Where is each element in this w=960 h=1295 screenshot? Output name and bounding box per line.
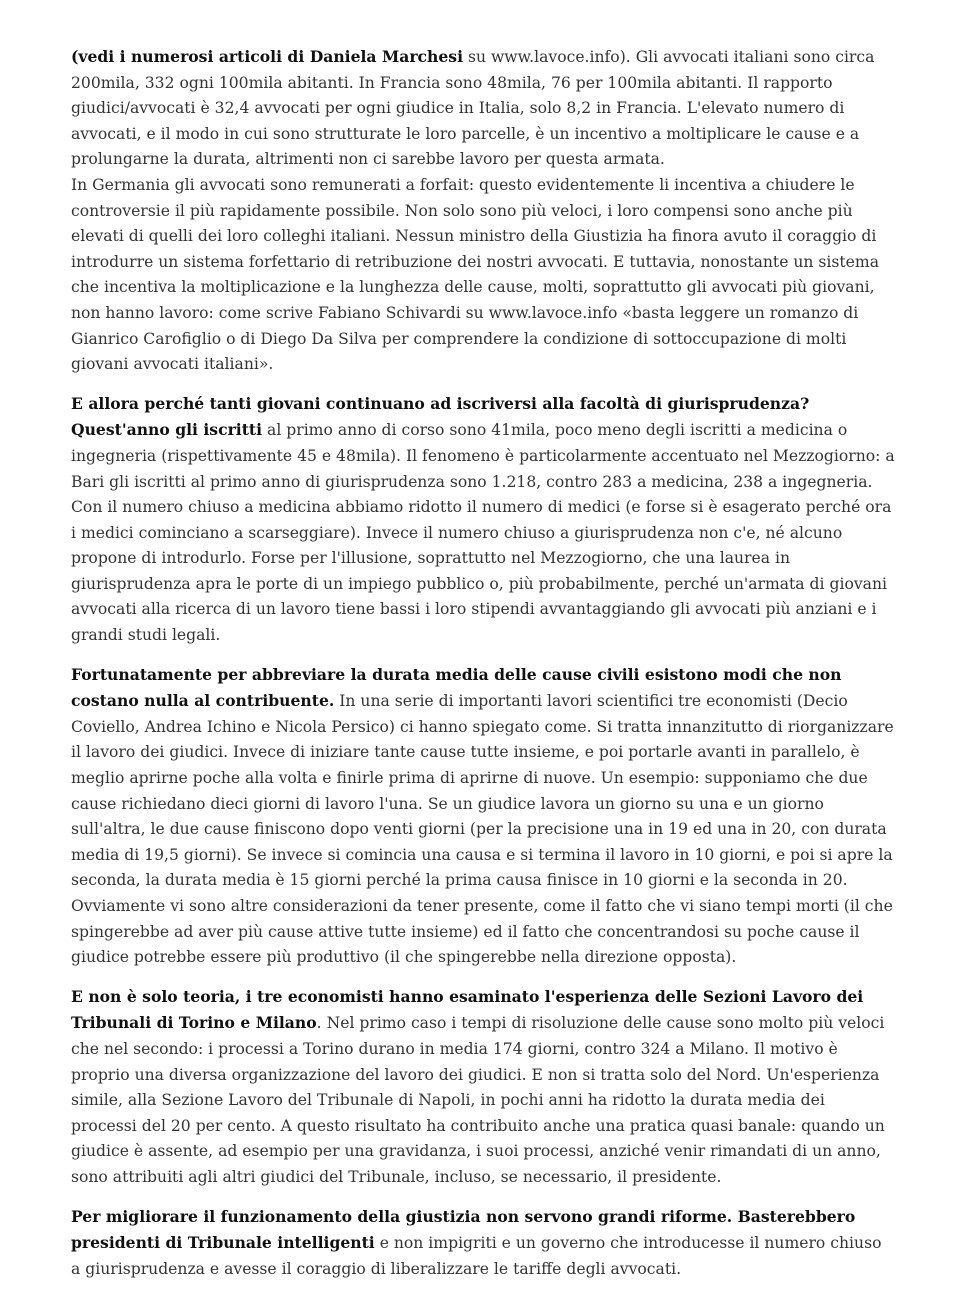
paragraph-conclusion: [71, 1204, 895, 1283]
paragraph-text-germany: In Germania gli avvocati sono remunerati a forfait: questo evidentemente li incentiva a chiudere le controversie il più rapidamente possibile. Non solo sono più veloci, i loro compensi sono anche più elevati di quelli dei loro colleghi italiani. Nessun ministro della Giustizia ha finora avuto il coraggio di introdurre un sistema forfettario di retribuzione dei nostri avvocati. E tuttavia, nonostante un sistema che incentiva la moltiplicazione e la lunghezza delle cause, molti, soprattutto gli avvocati più giovani, non hanno lavoro: come scrive Fabiano Schivardi su www.lavoce.info «basta leggere un romanzo di Gianrico Carofiglio o di Diego Da Silva per comprendere la condizione di sottoccupazione di molti giovani avvocati italiani».: [71, 175, 879, 374]
bold-lead-enrollment: E allora perché tanti giovani continuano ad iscriversi alla facoltà di giurisprudenza? Quest'anno gli iscritti: [71, 393, 810, 440]
paragraph-case-duration: [71, 662, 895, 971]
paragraph-text: In una serie di importanti lavori scientifici tre economisti (Decio Coviello, Andrea Ichino e Nicola Persico) ci hanno spiegato come. Si tratta innanzitutto di riorganizzare il lavoro dei giudici. Invece di iniziare tante cause tutte insieme, e poi portarle avanti in parallelo, è meglio aprirne poche alla volta e finirle prima di aprirne di nuove. Un esempio: supponiamo che due cause richiedano dieci giorni di lavoro l'una. Se un giudice lavora un giorno su una e un giorno sull'altra, le due cause finiscono dopo venti giorni (per la precisione una in 19 ed una in 20, con durata media di 19,5 giorni). Se invece si comincia una causa e si termina il lavoro in 10 giorni, e poi si apre la seconda, la durata media è 15 giorni perché la prima causa finisce in 10 giorni e la seconda in 20. Ovviamente vi sono altre considerazioni da tener presente, come il fatto che vi siano tempi morti (il che spingerebbe ad aver più cause attive tutte insieme) ed il fatto che concentrandosi su poche cause il giudice potrebbe essere più produttivo (il che spingerebbe nella direzione opposta).: [71, 692, 894, 967]
paragraph-text: . Nel primo caso i tempi di risoluzione delle cause sono molto più veloci che nel secondo: i processi a Torino durano in media 174 giorni, contro 324 a Milano. Il motivo è proprio una diversa organizzazione del lavoro dei giudici. E non si tratta solo del Nord. Un'esperienza simile, alla Sezione Lavoro del Tribunale di Napoli, in pochi anni ha ridotto la durata media dei processi del 20 per cento. A questo risultato ha contribuito anche una pratica quasi banale: quando un giudice è assente, ad esempio per una gravidanza, i suoi processi, anziché venir rimandati di un anno, sono attribuiti agli altri giudici del Tribunale, incluso, se necessario, il presidente.: [71, 1014, 885, 1186]
paragraph-torino-milano: [71, 984, 895, 1191]
bold-lead-torino-milano: E non è solo teoria, i tre economisti hanno esaminato l'esperienza delle Sezioni Lavoro dei Tribunali di Torino e Milano: [71, 986, 864, 1033]
paragraph-text: e non impigriti e un governo che introducesse il numero chiuso a giurisprudenza e avesse il coraggio di liberalizzare le tariffe degli avvocati.: [71, 1234, 882, 1278]
bold-lead-case-duration: Fortunatamente per abbreviare la durata media delle cause civili esistono modi che non costano nulla al contribuente.: [71, 664, 842, 711]
bold-lead-marchesi: (vedi i numerosi articoli di Daniela Marchesi: [71, 47, 463, 66]
bold-lead-conclusion: Per migliorare il funzionamento della giustizia non servono grandi riforme. Basterebbero presidenti di Tribunale intelligenti: [71, 1206, 856, 1253]
article-body: [71, 44, 895, 1295]
paragraph-text: su www.lavoce.info). Gli avvocati italiani sono circa 200mila, 332 ogni 100mila abitanti. In Francia sono 48mila, 76 per 100mila abitanti. Il rapporto giudici/avvocati è 32,4 avvocati per ogni giudice in Italia, solo 8,2 in Francia. L'elevato numero di avvocati, e il modo in cui sono strutturate le loro parcelle, è un incentivo a moltiplicare le cause e a prolungarne la durata, altrimenti non ci sarebbe lavoro per questa armata.: [71, 48, 875, 169]
paragraph-lawyers-numbers: [71, 44, 895, 378]
paragraph-text: al primo anno di corso sono 41mila, poco meno degli iscritti a medicina o ingegneria (rispettivamente 45 e 48mila). Il fenomeno è particolarmente accentuato nel Mezzogiorno: a Bari gli iscritti al primo anno di giurisprudenza sono 1.218, contro 283 a medicina, 238 a ingegneria. Con il numero chiuso a medicina abbiamo ridotto il numero di medici (e forse si è esagerato perché ora i medici cominciano a scarseggiare). Invece il numero chiuso a giurisprudenza non c'e, né alcuno propone di introdurlo. Forse per l'illusione, soprattutto nel Mezzogiorno, che una laurea in giurisprudenza apra le porte di un impiego pubblico o, più probabilmente, perché un'armata di giovani avvocati alla ricerca di un lavoro tiene bassi i loro stipendi avvantaggiando gli avvocati più anziani e i grandi studi legali.: [71, 421, 895, 645]
paragraph-law-enrollment: [71, 391, 895, 649]
